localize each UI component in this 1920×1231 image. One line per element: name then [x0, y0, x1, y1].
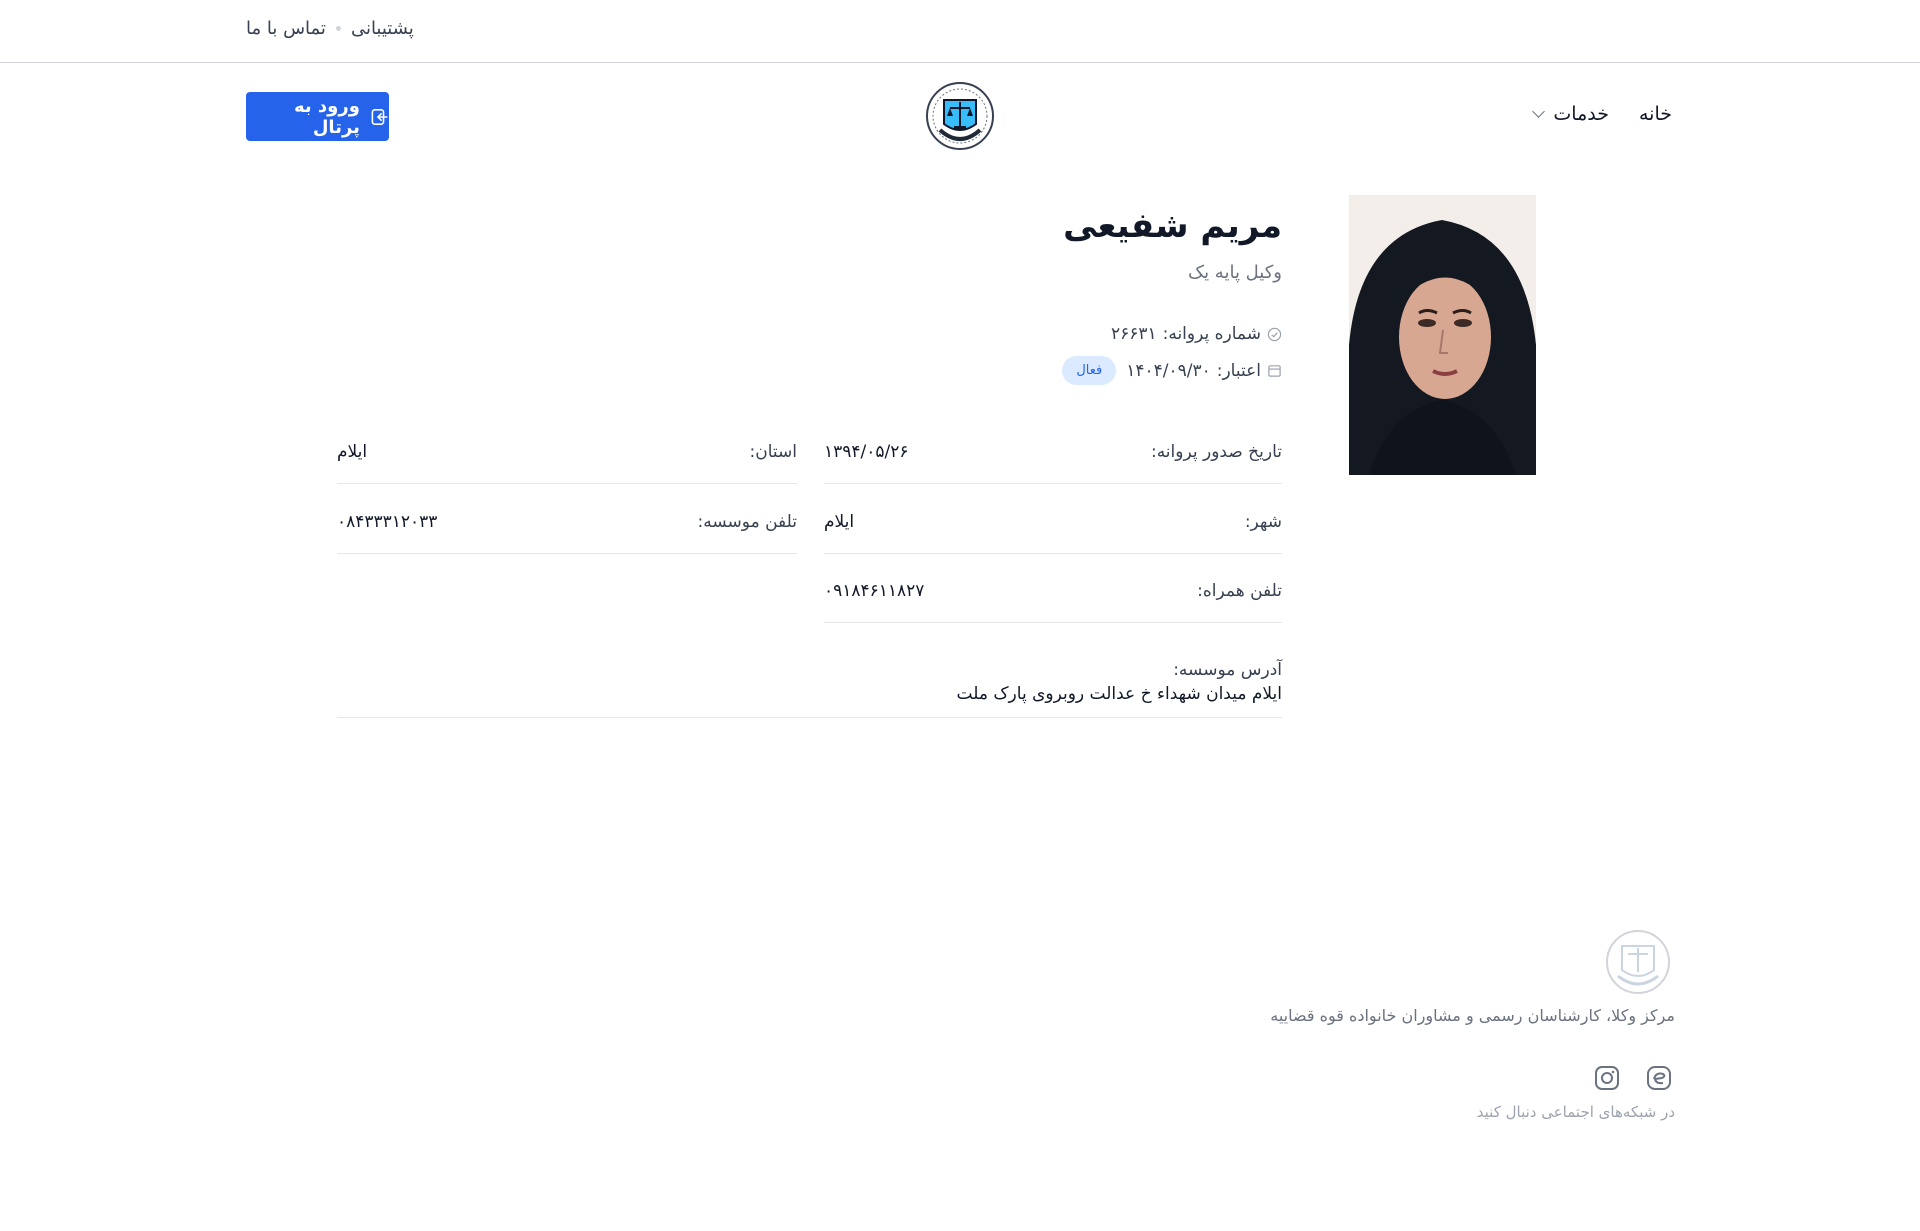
province-field	[337, 420, 797, 484]
office-phone-label: تلفن موسسه:	[697, 511, 797, 532]
nav-services[interactable]	[1534, 103, 1609, 125]
lawyer-title: وکیل پایه یک	[1187, 262, 1282, 283]
license-row	[1111, 324, 1282, 344]
issue-date-field	[824, 420, 1282, 484]
mobile-label: تلفن همراه:	[1197, 580, 1282, 601]
address-label: آدرس موسسه:	[1173, 660, 1282, 680]
separator-dot	[336, 26, 341, 31]
nav-home[interactable]: خانه	[1638, 103, 1672, 125]
eitaa-icon[interactable]	[1646, 1065, 1672, 1091]
top-bar	[0, 0, 1920, 63]
issue-date-label: تاریخ صدور پروانه:	[1150, 441, 1282, 462]
main-navbar	[0, 63, 1920, 169]
contact-link[interactable]: تماس با ما	[246, 18, 326, 39]
portal-login-button[interactable]	[246, 92, 389, 141]
issue-date-value: ۱۳۹۴/۰۵/۲۶	[824, 441, 909, 462]
status-badge: فعال	[1062, 356, 1116, 385]
city-value: ایلام	[824, 511, 855, 532]
validity-label: اعتبار:	[1216, 360, 1261, 381]
lawyer-name: مریم شفیعی	[1063, 206, 1282, 246]
province-label: استان:	[749, 441, 797, 462]
mobile-field	[824, 559, 1282, 623]
instagram-icon[interactable]	[1594, 1065, 1620, 1091]
lawyer-photo	[1349, 195, 1536, 475]
support-link[interactable]: پشتیبانی	[350, 18, 414, 39]
license-label: شماره پروانه:	[1162, 324, 1261, 344]
top-links	[246, 18, 414, 39]
social-links	[1594, 1065, 1672, 1091]
mobile-value[interactable]: ۰۹۱۸۴۶۱۱۸۲۷	[824, 580, 925, 601]
footer-org-name: مرکز وکلا، کارشناسان رسمی و مشاوران خانواده قوه قضاییه	[1270, 1006, 1675, 1025]
follow-text: در شبکه‌های اجتماعی دنبال کنید	[1476, 1103, 1675, 1121]
portal-button-label: ورود به پرتال	[293, 95, 360, 138]
validity-row	[1062, 356, 1282, 385]
office-phone-field	[337, 490, 797, 554]
validity-date: ۱۴۰۴/۰۹/۳۰	[1126, 360, 1211, 381]
login-icon	[370, 107, 389, 127]
nav-menu	[1534, 103, 1672, 125]
province-value: ایلام	[337, 441, 368, 462]
office-phone-value[interactable]: ۰۸۴۳۳۳۱۲۰۳۳	[337, 511, 438, 532]
city-label: شهر:	[1244, 511, 1282, 532]
address-field	[337, 650, 1282, 718]
portrait-image	[1349, 195, 1536, 475]
city-field	[824, 490, 1282, 554]
address-value: ایلام میدان شهداء خ عدالت روبروی پارک ملت	[956, 684, 1282, 704]
chevron-down-icon	[1533, 105, 1546, 118]
footer-logo	[1604, 928, 1672, 996]
nav-services-label: خدمات	[1553, 103, 1609, 125]
calendar-icon	[1267, 363, 1282, 378]
judiciary-logo[interactable]	[924, 80, 996, 152]
check-circle-icon	[1267, 327, 1282, 342]
license-number: ۲۶۶۳۱	[1110, 324, 1157, 344]
